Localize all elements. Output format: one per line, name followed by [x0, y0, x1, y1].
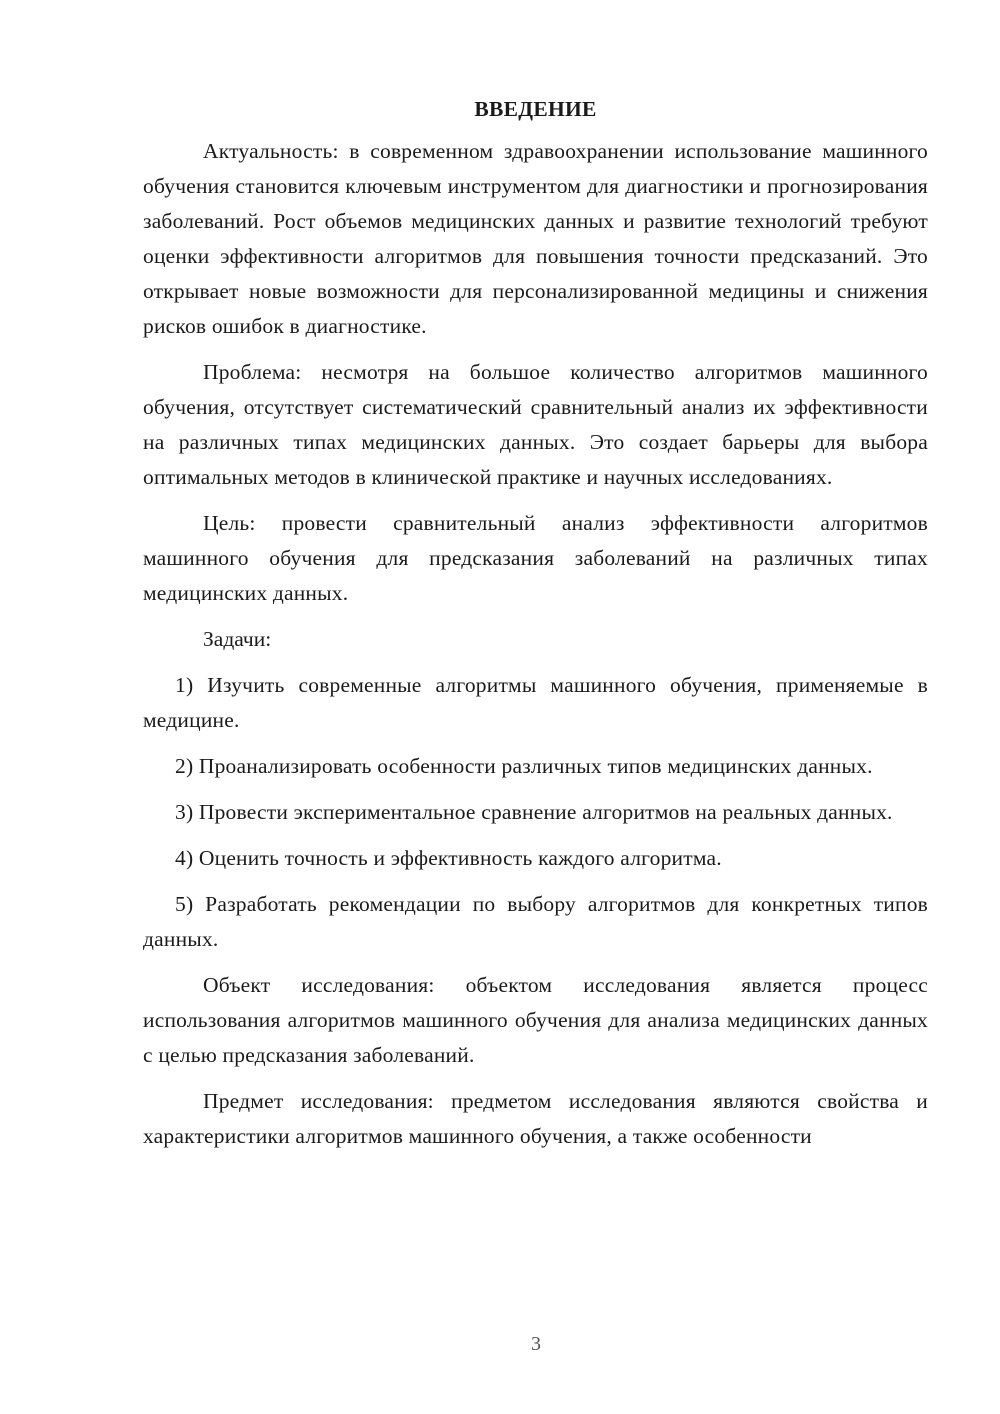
- section-title: ВВЕДЕНИЕ: [474, 97, 597, 121]
- page-number: 3: [531, 1333, 541, 1355]
- paragraph-object: Объект исследования: объектом исследования является процесс использования алгоритмов машинного обучения для анализа медицинских данных с целью предсказания заболеваний.: [143, 973, 928, 1067]
- task-item-3: 3) Провести экспериментальное сравнение алгоритмов на реальных данных.: [175, 800, 893, 824]
- task-item-5: 5) Разработать рекомендации по выбору алгоритмов для конкретных типов данных.: [143, 892, 928, 951]
- tasks-heading: Задачи:: [203, 627, 272, 651]
- task-item-2: 2) Проанализировать особенности различных типов медицинских данных.: [175, 754, 873, 778]
- paragraph-goal: Цель: провести сравнительный анализ эффективности алгоритмов машинного обучения для предсказания заболеваний на различных типах медицинских данных.: [143, 511, 928, 605]
- page-content: [143, 92, 928, 1165]
- paragraph-subject: Предмет исследования: предметом исследования являются свойства и характеристики алгоритмов машинного обучения, а также особенности: [143, 1089, 928, 1148]
- paragraph-relevance: Актуальность: в современном здравоохранении использование машинного обучения становится ключевым инструментом для диагностики и прогнозирования заболеваний. Рост объемов медицинских данных и развитие технологий требуют оценки эффективности алгоритмов для повышения точности предсказаний. Это открывает новые возможности для персонализированной медицины и снижения рисков ошибок в диагностике.: [143, 139, 928, 338]
- paragraph-problem: Проблема: несмотря на большое количество алгоритмов машинного обучения, отсутствует систематический сравнительный анализ их эффективности на различных типах медицинских данных. Это создает барьеры для выбора оптимальных методов в клинической практике и научных исследованиях.: [143, 360, 928, 489]
- task-item-4: 4) Оценить точность и эффективность каждого алгоритма.: [175, 846, 722, 870]
- tasks-list: [143, 668, 928, 957]
- task-item-1: 1) Изучить современные алгоритмы машинного обучения, применяемые в медицине.: [143, 673, 928, 732]
